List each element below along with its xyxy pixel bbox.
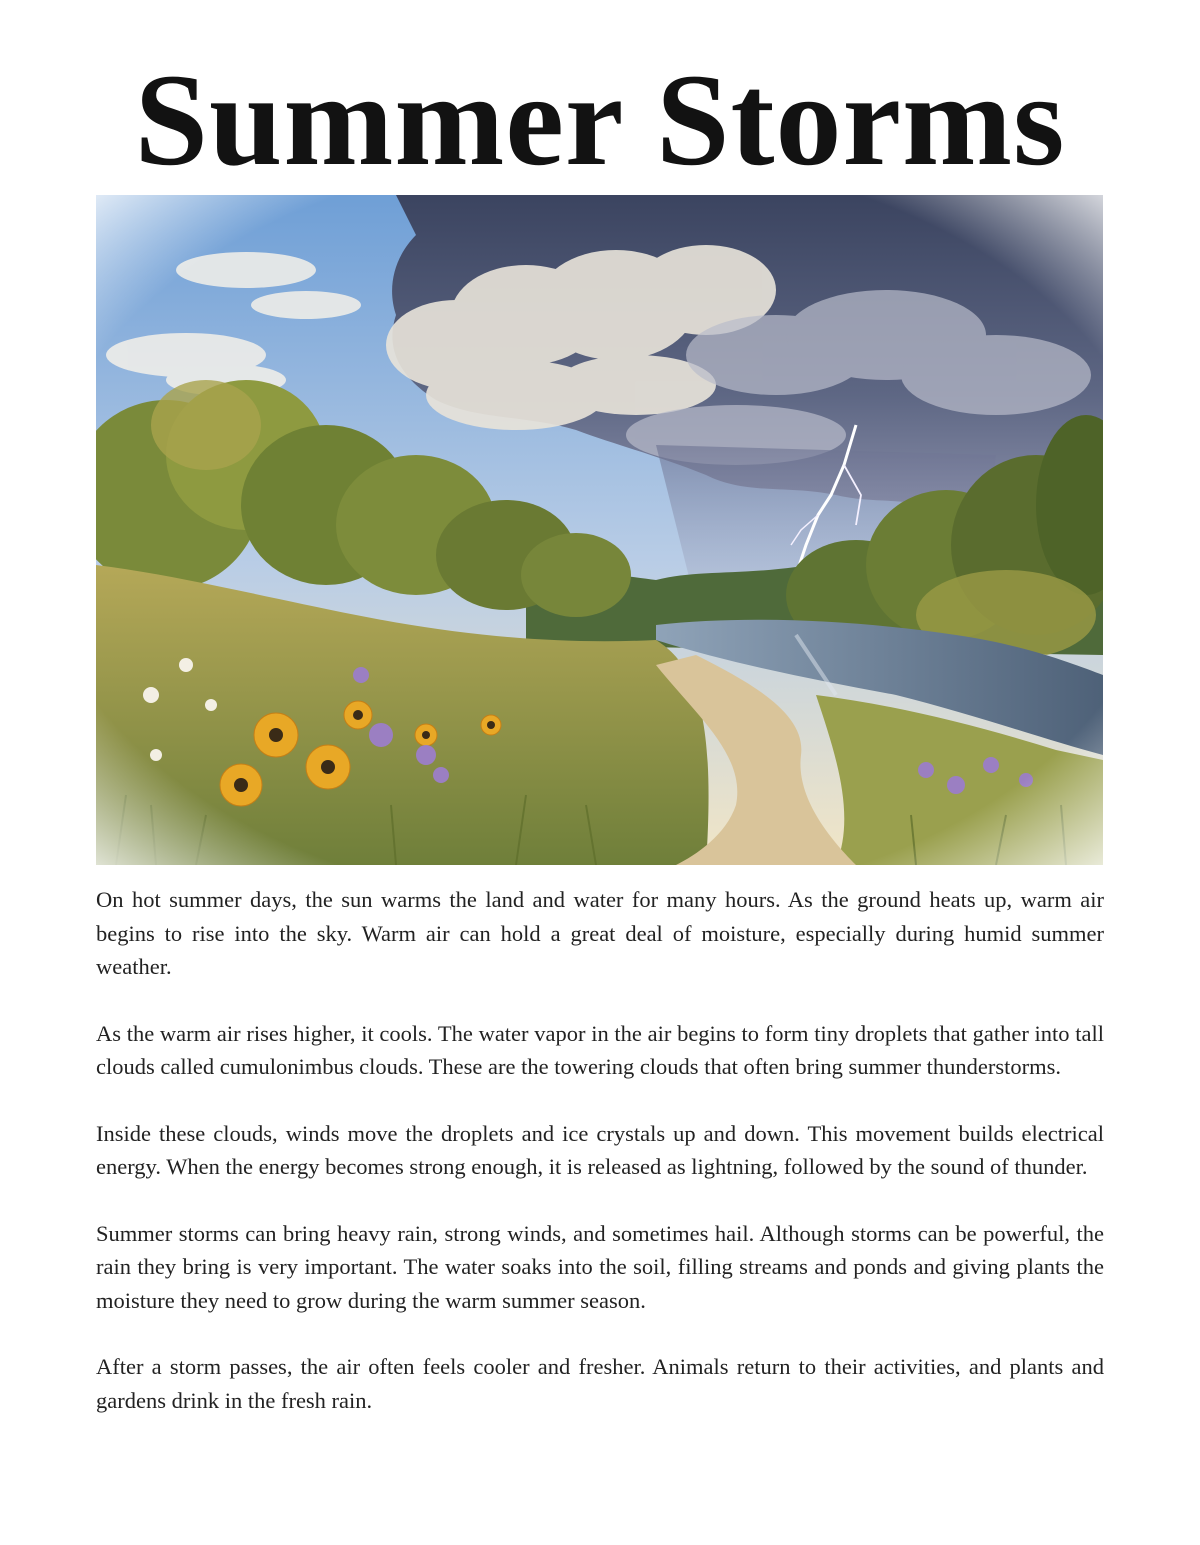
paragraph: Inside these clouds, winds move the droplets and ice crystals up and down. This movement builds electrical energy. When the energy becomes strong enough, it is released as lightning, followed by the sound of thunder. bbox=[96, 1120, 1104, 1179]
page-title: Summer Storms bbox=[134, 46, 1066, 193]
paragraph: After a storm passes, the air often feels cooler and fresher. Animals return to their activities, and plants and gardens drink in the fresh rain. bbox=[96, 1354, 1104, 1413]
landscape-illustration-icon bbox=[96, 195, 1103, 865]
summer-storm-illustration bbox=[96, 195, 1103, 865]
paragraph: Summer storms can bring heavy rain, strong winds, and sometimes hail. Although storms can be powerful, the rain they bring is very important. The water soaks into the soil, filling streams and ponds and giving plants the moisture they need to grow during the warm summer season. bbox=[96, 1220, 1104, 1313]
paragraph: On hot summer days, the sun warms the land and water for many hours. As the ground heats up, warm air begins to rise into the sky. Warm air can hold a great deal of moisture, especially during humid summer weather. bbox=[96, 887, 1104, 979]
paragraph: As the warm air rises higher, it cools. The water vapor in the air begins to form tiny droplets that gather into tall clouds called cumulonimbus clouds. These are the towering clouds that often bring summer thunderstorms. bbox=[96, 1020, 1104, 1079]
article-body bbox=[96, 883, 1104, 1450]
